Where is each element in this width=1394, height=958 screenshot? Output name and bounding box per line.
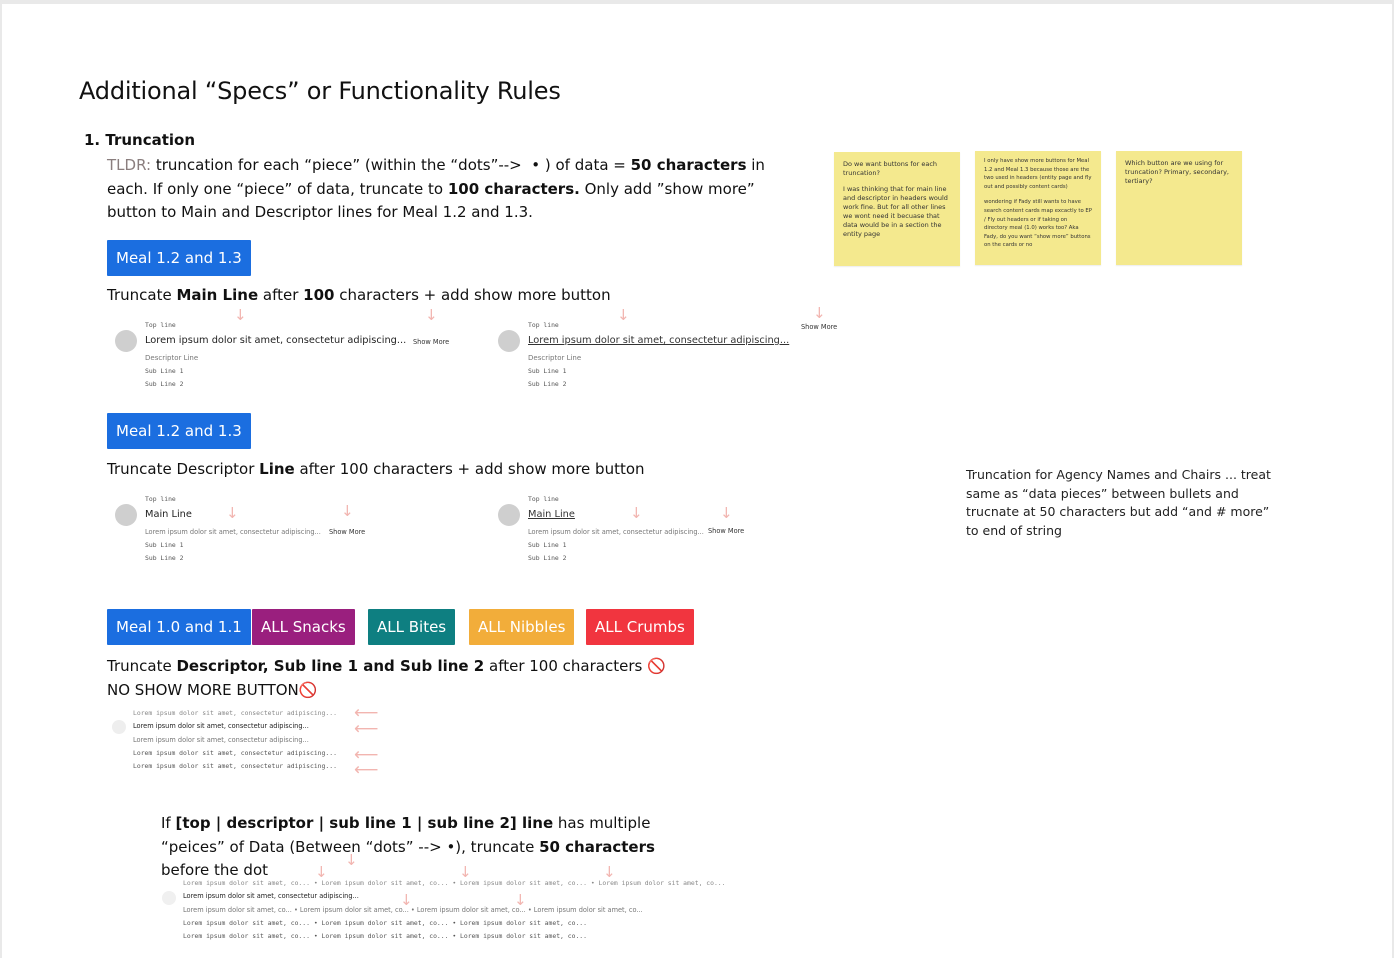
arrow-down-icon: ↓ [345,851,358,869]
block2-text-2: after 100 characters + add show more button [294,460,645,478]
main-line: Lorem ipsum dolor sit amet, consectetur adipiscing... [133,722,309,730]
top-line: Top line [145,321,176,329]
arrow-down-icon: ↓ [315,863,328,881]
arrow-down-icon: ↓ [425,306,438,324]
top-line: Top line [528,495,559,503]
sub-line-2: Sub Line 2 [528,380,567,388]
block1-text-1: Truncate [107,286,177,304]
tag-meal-1-0-1-1: Meal 1.0 and 1.1 [107,609,251,645]
top-line: Top line [145,495,176,503]
block1-bold-1: Main Line [176,286,259,304]
avatar-icon [115,504,137,526]
sticky-note-1[interactable] [834,152,960,266]
sticky-2-para-1: I only have show more buttons for Meal 1.2 and Meal 1.3 because those are the two used in headers (entity page and fly out and possibly content cards) [984,158,1092,190]
arrow-down-icon: ↓ [341,502,354,520]
block1-text-2: after [258,286,304,304]
show-more-button[interactable]: Show More [329,528,366,536]
tldr-label: TLDR: [107,156,152,174]
descriptor-line: Lorem ipsum dolor sit amet, consectetur adipiscing... [133,736,309,744]
tag-all-bites: ALL Bites [368,609,455,645]
sub-line-2: Sub Line 2 [145,380,184,388]
block1-text-3: characters + add show more button [334,286,611,304]
top-line-multi: Lorem ipsum dolor sit amet, co... • Lorem ipsum dolor sit amet, co... • Lorem ipsum dolor sit amet, co... • Lorem ipsum dolor sit amet, co... [183,879,726,887]
sub-line-2: Sub Line 2 [145,554,184,562]
arrow-left-icon: ⟵ [354,703,379,723]
tag-all-crumbs: ALL Crumbs [586,609,694,645]
arrow-down-icon: ↓ [813,304,826,322]
sub-line-1-multi: Lorem ipsum dolor sit amet, co... • Lorem ipsum dolor sit amet, co... • Lorem ipsum dolor sit amet, co... [183,919,587,927]
sticky-note-3[interactable] [1116,151,1242,265]
block4-text-2: has multiple “peices” of Data (Between “dots” --> •), truncate [161,814,651,856]
block3-description [107,655,667,702]
main-line-link[interactable]: Main Line [528,509,575,520]
avatar-icon [112,720,126,734]
main-line-expanded[interactable]: Lorem ipsum dolor sit amet, consectetur adipiscing... [528,335,790,346]
tag-all-snacks: ALL Snacks [252,609,355,645]
block2-bold-1: Line [259,460,295,478]
descriptor-line: Descriptor Line [528,354,582,362]
arrow-down-icon: ↓ [630,504,643,522]
tldr-text-1: truncation for each “piece” (within the “dots”--> • ) of data = [151,156,631,174]
sub-line-1: Sub Line 1 [145,541,184,549]
block2-text-1: Truncate Descriptor [107,460,260,478]
sticky-2-para-2: wondering if Fady still wants to have search content cards map excactly to EP / Fly out headers or if taking on directory meal (1.0) works too? Aka Fady, do you want “show more” buttons on the cards or no [984,199,1092,249]
avatar-icon [162,891,176,905]
tldr-bold-1: 50 characters [630,156,747,174]
tldr-bold-2: 100 characters. [447,179,580,198]
sticky-1-para-1: Do we want buttons for each truncation? [843,160,938,177]
block3-text-1: Truncate [107,657,177,675]
sticky-1-para-2: I was thinking that for main line and descriptor in headers would work fine. But for all other lines we wont need it becuase that data would be in a section the entity page [843,185,948,238]
sub-line-2: Lorem ipsum dolor sit amet, consectetur adipiscing... [133,762,337,770]
show-more-button[interactable]: Show More [413,338,450,346]
tldr-paragraph [107,154,797,225]
main-line: Main Line [145,509,192,520]
arrow-down-icon: ↓ [459,863,472,881]
arrow-left-icon: ⟵ [354,719,379,739]
arrow-down-icon: ↓ [234,306,247,324]
sub-line-1: Sub Line 1 [528,367,567,375]
avatar-icon [498,504,520,526]
block1-description [107,284,807,308]
sub-line-1: Sub Line 1 [145,367,184,375]
page-title: Additional “Specs” or Functionality Rules [79,77,561,105]
descriptor-line: Lorem ipsum dolor sit amet, consectetur adipiscing... [528,528,704,536]
block3-text-2: after 100 characters 🚫NO SHOW MORE BUTTON🚫 [107,657,666,699]
sub-line-2: Sub Line 2 [528,554,567,562]
block4-bold-2: 50 characters [539,837,655,856]
block4-text-1: If [161,814,176,832]
arrow-down-icon: ↓ [617,306,630,324]
arrow-down-icon: ↓ [400,891,413,909]
agency-truncation-note: Truncation for Agency Names and Chairs ... treat same as “data pieces” between bullets and trucnate at 50 characters but add “and # more” to end of string [966,467,1271,538]
sub-line-1: Sub Line 1 [528,541,567,549]
section-heading-truncation: 1. Truncation [84,131,196,149]
arrow-down-icon: ↓ [603,863,616,881]
block4-bold-1: [top | descriptor | sub line 1 | sub line 2] line [175,814,554,832]
tldr-text-3: Only add ”show more” button to Main and Descriptor lines for Meal 1.2 and 1.3. [107,179,755,221]
block4-text-3: before the dot [161,861,269,879]
arrow-left-icon: ⟵ [354,760,379,780]
block1-bold-2: 100 [303,286,335,304]
sub-line-1: Lorem ipsum dolor sit amet, consectetur adipiscing... [133,749,337,757]
main-line: Lorem ipsum dolor sit amet, consectetur adipiscing... [183,892,359,900]
top-line: Top line [528,321,559,329]
tldr-text-2: in each. If only one “piece” of data, truncate to [107,156,765,198]
block2-description [107,458,807,482]
tag-meal-1-2-1-3-a: Meal 1.2 and 1.3 [107,240,251,276]
whiteboard-canvas [2,4,1392,958]
arrow-left-icon: ⟵ [354,745,379,765]
sticky-3-para-1: Which button are we using for truncation? Primary, secondary, tertiary? [1125,159,1229,185]
show-more-button[interactable]: Show More [708,527,745,535]
tag-meal-1-2-1-3-b: Meal 1.2 and 1.3 [107,413,251,449]
avatar-icon [115,330,137,352]
sticky-note-2[interactable] [975,151,1101,265]
arrow-down-icon: ↓ [226,504,239,522]
descriptor-line: Lorem ipsum dolor sit amet, consectetur adipiscing... [145,528,321,536]
tag-all-nibbles: ALL Nibbles [469,609,574,645]
descriptor-line: Descriptor Line [145,354,199,362]
arrow-down-icon: ↓ [514,891,527,909]
sub-line-2-multi: Lorem ipsum dolor sit amet, co... • Lorem ipsum dolor sit amet, co... • Lorem ipsum dolor sit amet, co... [183,932,587,940]
descriptor-line-multi: Lorem ipsum dolor sit amet, co... • Lorem ipsum dolor sit amet, co... • Lorem ipsum dolor sit amet, co... • Lorem ipsum dolor sit amet, co... [183,906,643,914]
main-line: Lorem ipsum dolor sit amet, consectetur adipiscing... [145,335,407,346]
arrow-down-icon: ↓ [720,504,733,522]
avatar-icon [498,330,520,352]
block3-bold-1: Descriptor, Sub line 1 and Sub line 2 [176,657,485,675]
show-more-button[interactable]: Show More [801,323,838,331]
top-line: Lorem ipsum dolor sit amet, consectetur adipiscing... [133,709,337,717]
